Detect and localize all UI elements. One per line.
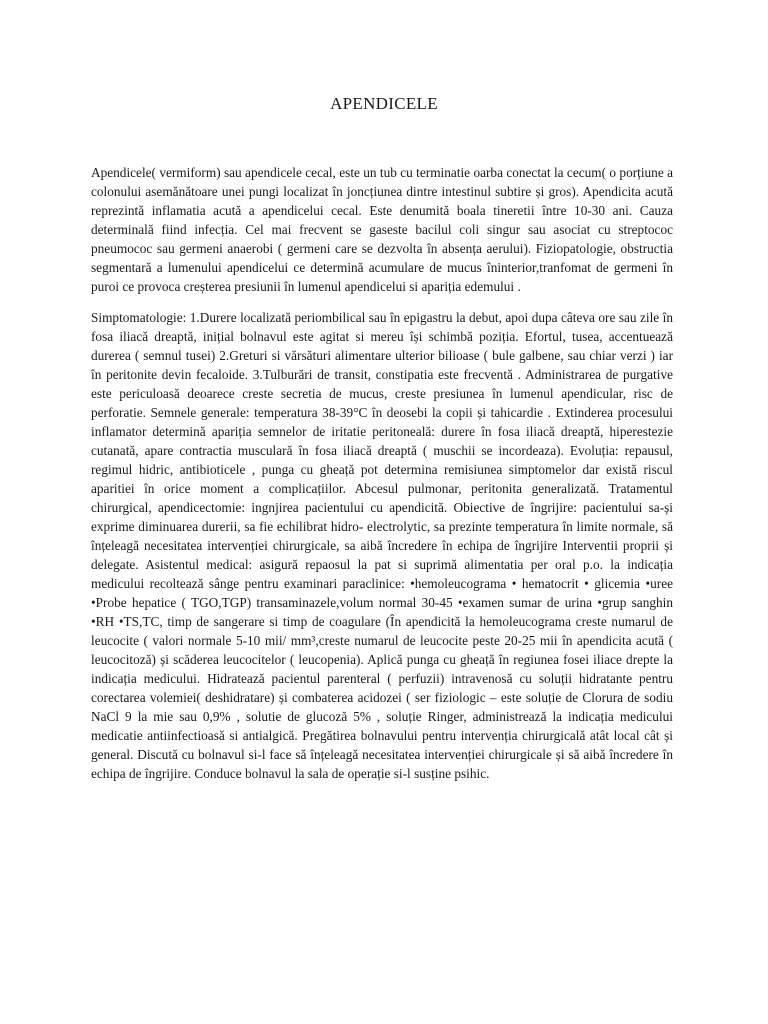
document-body <box>91 163 673 783</box>
document-title: APENDICELE <box>330 94 438 113</box>
paragraph-simptomatologie: Simptomatologie: 1.Durere localizată periombilical sau în epigastru la debut, apoi dupa câteva ore sau zile în fosa iliacă dreaptă, inițial bolnavul este agitat si mereu își schimbă poziția. Efortul, tusea, accentuează durerea ( semnul tusei) 2.Greturi si vărsături alimentare ulterior bilioase ( bule galbene, sau chiar verzi ) iar în peritonite devin fecaloide. 3.Tulburări de transit, constipatia este frecventă . Administrarea de purgative este periculoasă deoarece creste secretia de mucus, creste presiunea în lumenul apendicular, risc de perforatie. Semnele generale: temperatura 38-39°C în deosebi la copii și tahicardie . Extinderea procesului inflamator determină apariția semnelor de iritatie peritoneală: durere în fosa iliacă dreaptă, hiperestezie cutanată, apare contractia musculară în fosa iliacă dreaptă ( muschii se incordeaza). Evoluția: repausul, regimul hidric, antibioticele , punga cu gheață pot determina remisiunea simptomelor dar există riscul aparitiei în orice moment a complicațiilor. Abcesul pulmonar, peritonita generalizată. Tratamentul chirurgical, apendicectomie: ingnjirea pacientului cu apendicită. Obiective de îngrijire: pacientului sa-și exprime diminuarea durerii, sa fie echilibrat hidro- electrolytic, sa prezinte temperatura în limite normale, să înțeleagă necesitatea intervenției chirurgicale, sa aibă încredere în echipa de îngrijire Interventii proprii și delegate. Asistentul medical: asigură repaosul la pat si suprimă alimentatia per oral p.o. la indicația medicului recoltează sânge pentru examinari paraclinice: •hemoleucograma • hematocrit • glicemia •uree •Probe hepatice ( TGO,TGP) transaminazele,volum normal 30-45 •examen sumar de urina •grup sanghin •RH •TS,TC, timp de sangerare si timp de coagulare (În apendicită la hemoleucograma creste numarul de leucocite ( valori normale 5-10 mii/ mm³,creste numarul de leucocite peste 20-25 mii în apendicita acută ( leucocitoză) și scăderea leucocitelor ( leucopenia). Aplică punga cu gheață în regiunea fosei iliace drepte la indicația medicului. Hidratează pacientul parenteral ( perfuzii) intravenosă cu soluții hidratante pentru corectarea volemiei( deshidratare) și combaterea acidozei ( ser fiziologic – este soluție de Clorura de sodiu NaCl 9 la mie sau 0,9% , solutie de glucoză 5% , soluție Ringer, administrează la indicația medicului medicatie antiinfectioasă si antialgică. Pregătirea bolnavului pentru intervenția chirurgicală atât local cât și general. Discută cu bolnavul si-l face să înțeleagă necesitatea intervenției chirurgicale și să aibă încredere în echipa de îngrijire. Conduce bolnavul la sala de operație si-l susține psihic. <box>91 310 673 781</box>
paragraph-intro: Apendicele( vermiform) sau apendicele cecal, este un tub cu terminatie oarba conectat la cecum( o porțiune a colonului asemănătoare unei pungi localizat în joncțiunea dintre intestinul subtire și gros). Apendicita acută reprezintă inflamatia acută a apendicelui cecal. Este denumită boala tineretii între 10-30 ani. Cauza determinală fiind infecția. Cel mai frecvent se gaseste bacilul coli singur sau asociat cu streptococ pneumococ sau germeni anaerobi ( germeni care se dezvolta în absența aerului). Fiziopatologie, obstructia segmentară a lumenului apendicelui ce determină acumulare de mucus îninterior,tranfomat de germeni în puroi ce provoca creșterea presiunii în lumenul apendicelui si apariția edemului . <box>91 165 673 294</box>
